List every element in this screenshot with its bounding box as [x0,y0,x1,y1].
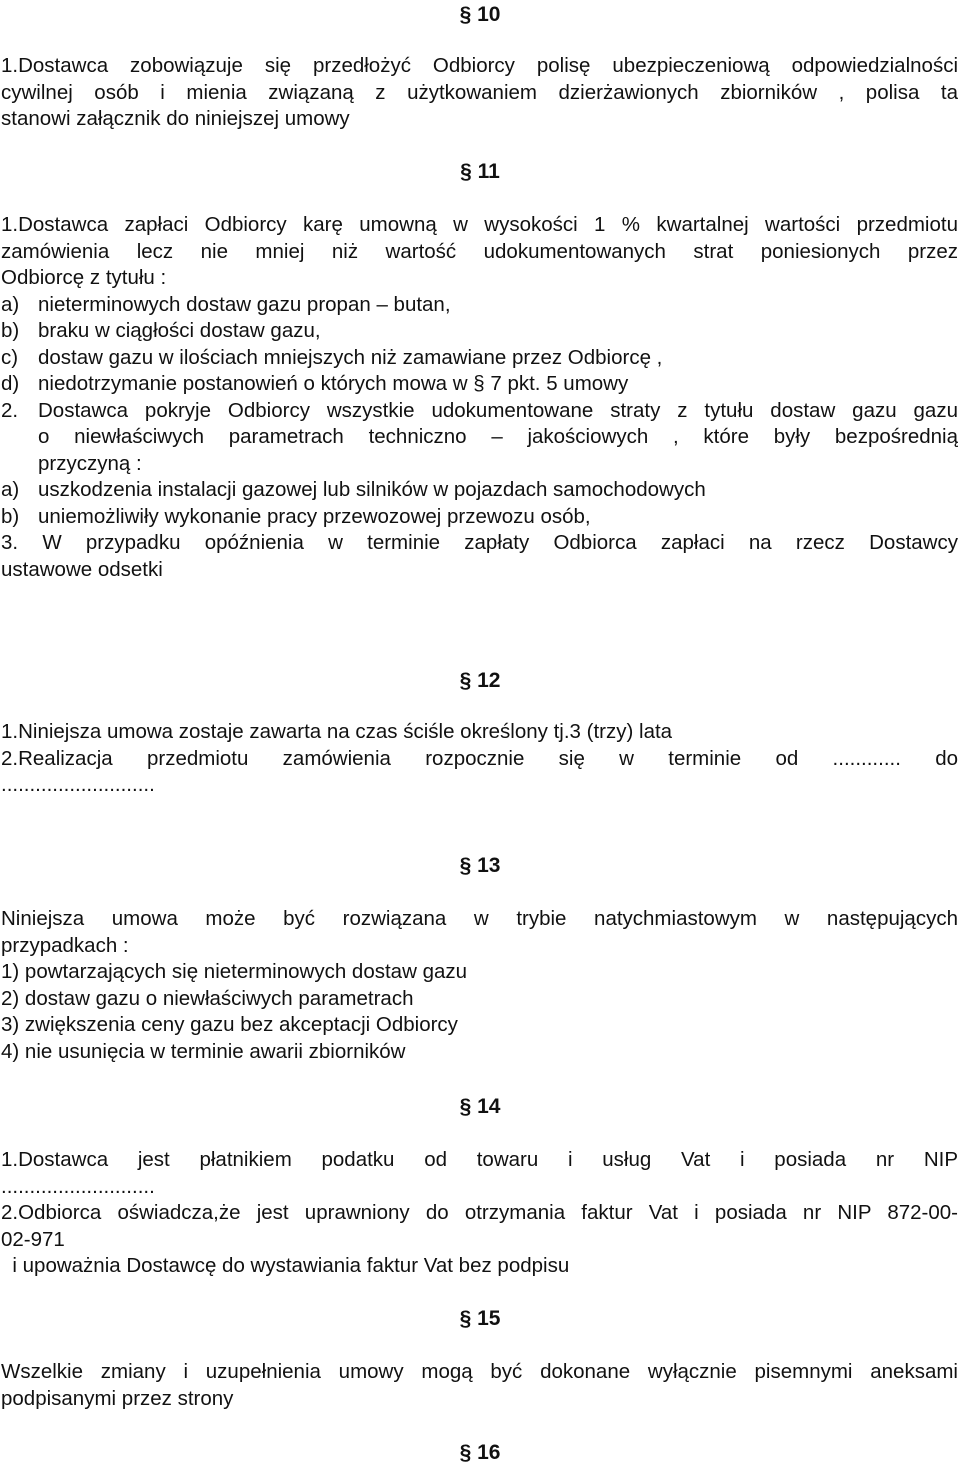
paragraph-line: ........................... [1,773,155,796]
list-item: a) uszkodzenia instalacji gazowej lub silników w pojazdach samochodowych [1,478,706,501]
section-13-body [1,906,958,1065]
paragraph-line: przyczyną : [38,451,142,475]
paragraph-line: 02-971 [1,1227,65,1251]
section-11-body [1,212,958,583]
section-13-header: § 13 [459,854,501,877]
paragraph-line: przypadkach : [1,933,129,957]
list-item: c) dostaw gazu w ilościach mniejszych niż zamawiane przez Odbiorcę , [1,345,663,369]
paragraph-line: 2.Realizacja przedmiotu zamówienia rozpocznie się w terminie od ............ do [1,746,958,770]
paragraph-line: podpisanymi przez strony [1,1386,234,1410]
paragraph-line: 1.Niniejsza umowa zostaje zawarta na czas ściśle określony tj.3 (trzy) lata [1,720,673,743]
paragraph-line: o niewłaściwych parametrach techniczno – jakościowych , które były bezpośrednią [38,425,958,448]
paragraph-line: 1.Dostawca zobowiązuje się przedłożyć Odbiorcy polisę ubezpieczeniową odpowiedzialności [1,54,958,77]
paragraph-line: cywilnej osób i mienia związaną z użytkowaniem dzierżawionych zbiorników , polisa ta [1,80,958,104]
list-item: 3) zwiększenia ceny gazu bez akceptacji Odbiorcy [1,1013,458,1036]
paragraph-line: 3. W przypadku opóźnienia w terminie zapłaty Odbiorca zapłaci na rzecz Dostawcy [1,531,958,554]
paragraph-line: Wszelkie zmiany i uzupełnienia umowy mogą być dokonane wyłącznie pisemnymi aneksami [1,1360,958,1383]
paragraph-line: 2.Odbiorca oświadcza,że jest uprawniony do otrzymania faktur Vat i posiada nr NIP 872-00- [1,1201,958,1224]
list-item: 2) dostaw gazu o niewłaściwych parametrach [1,986,414,1010]
paragraph-line: 1.Dostawca jest płatnikiem podatku od towaru i usług Vat i posiada nr NIP [1,1148,958,1171]
paragraph-line: zamówienia lecz nie mniej niż wartość udokumentowanych strat poniesionych przez [1,239,958,263]
paragraph-line: i upoważnia Dostawcę do wystawiania faktur Vat bez podpisu [1,1254,570,1277]
section-15-body [1,1359,958,1412]
section-11-header: § 11 [460,160,500,183]
paragraph-line: Odbiorcę z tytułu : [1,266,167,289]
paragraph-line: Niniejsza umowa może być rozwiązana w trybie natychmiastowym w następujących [1,907,958,930]
paragraph-line: ustawowe odsetki [1,557,163,581]
list-item: 1) powtarzających się nieterminowych dostaw gazu [1,960,468,983]
section-10-header: § 10 [459,3,501,26]
list-item: b) uniemożliwiły wykonanie pracy przewozowej przewozu osób, [1,504,591,528]
paragraph-line: 1.Dostawca zapłaci Odbiorcy karę umowną w wysokości 1 % kwartalnej wartości przedmiotu [1,213,958,236]
section-12-body [1,719,958,799]
section-14-body [1,1147,958,1280]
section-16-header: § 16 [459,1441,501,1464]
list-item: d) niedotrzymanie postanowień o których mowa w § 7 pkt. 5 umowy [1,372,629,395]
section-10-body [1,53,958,133]
section-14-header: § 14 [459,1095,501,1118]
paragraph-line: stanowi załącznik do niniejszej umowy [1,107,350,130]
numbered-paragraph: 2. Dostawca pokryje Odbiorcy wszystkie udokumentowane straty z tytułu dostaw gazu gazu [1,398,958,422]
list-item: b) braku w ciągłości dostaw gazu, [1,319,321,342]
list-item: 4) nie usunięcia w terminie awarii zbiorników [1,1039,406,1063]
paragraph-line: ........................... [1,1174,155,1198]
section-15-header: § 15 [459,1307,501,1330]
list-item: a) nieterminowych dostaw gazu propan – butan, [1,292,451,316]
section-12-header: § 12 [459,669,501,692]
